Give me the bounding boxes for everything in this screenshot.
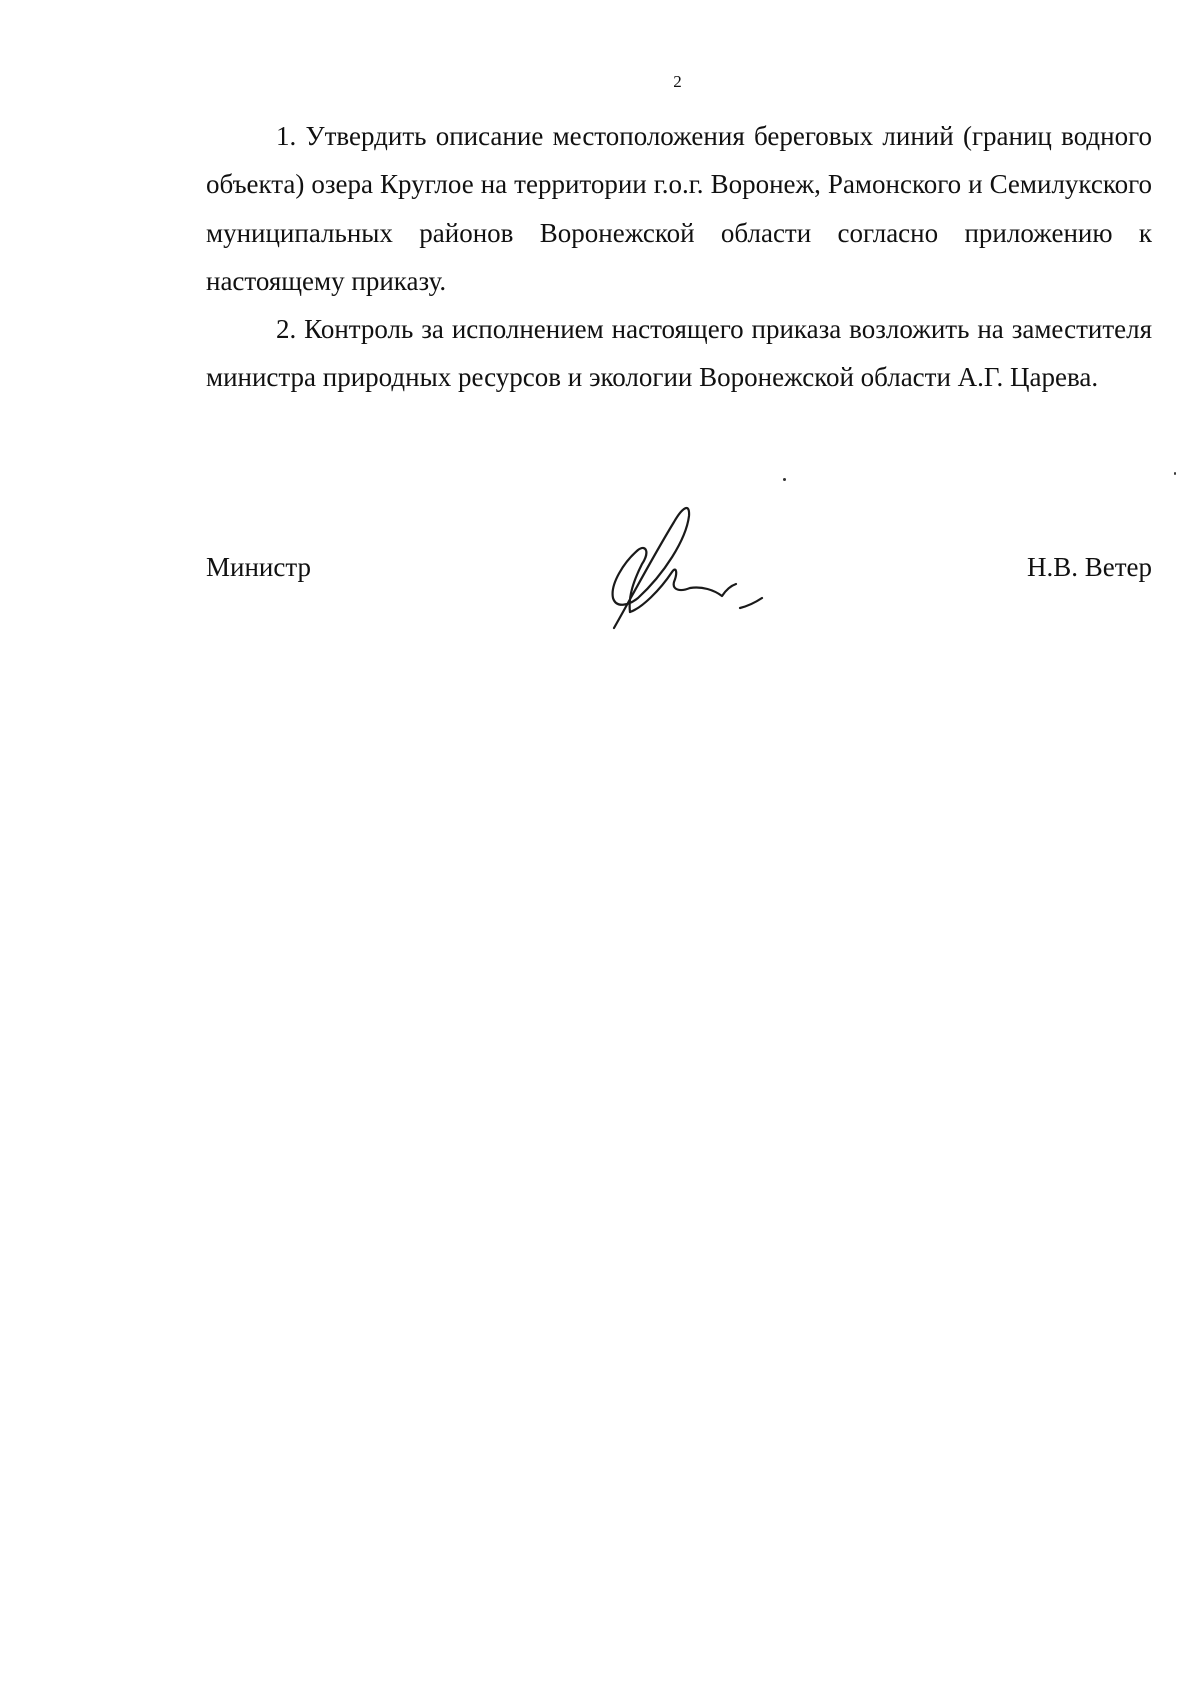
page-number: 2 xyxy=(673,72,682,91)
handwritten-signature xyxy=(590,500,770,640)
paragraph-2: 2. Контроль за исполнением настоящего приказа возложить на заместителя министра природных ресурсов и экологии Воронежской области А.Г. Царева. xyxy=(206,314,1152,393)
signer-name: Н.В. Ветер xyxy=(1026,552,1152,582)
paragraph-1: 1. Утвердить описание местоположения береговых линий (границ водного объекта) озера Круглое на территории г.о.г. Воронеж, Рамонского и Семилукского муниципальных районов Воронежской области согласно приложению к настоящему приказу. xyxy=(206,121,1152,296)
position-title: Министр xyxy=(206,552,311,582)
scan-speck xyxy=(783,478,786,481)
document-body xyxy=(206,112,1152,402)
scan-speck xyxy=(1174,472,1176,475)
